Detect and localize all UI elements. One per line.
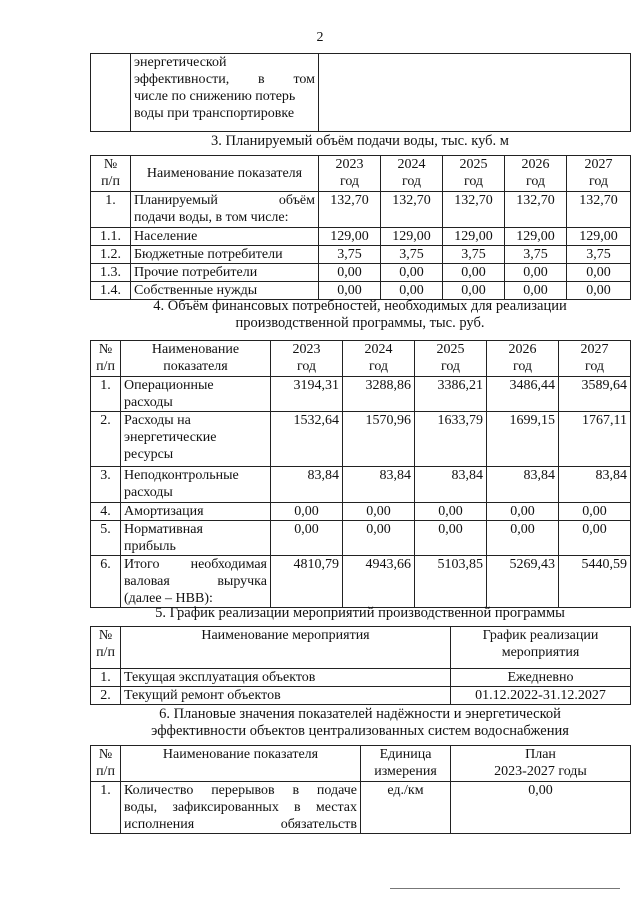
schedule-table [90,626,631,705]
row-value: 0,00 [381,264,443,282]
section-6-title: 6. Плановые значения показателей надёжности и энергетической эффективности объектов централизованных систем водоснабжения [151,706,569,739]
continuation-value-cell [319,54,631,132]
row-value: 3288,86 [343,377,415,412]
continuation-num-cell [91,54,131,132]
table-row [91,264,631,282]
row-plan: 0,00 [451,782,631,834]
row-schedule: 01.12.2022-31.12.2027 [451,687,631,705]
header-name: Наименование мероприятия [121,627,451,669]
row-num: 5. [91,521,121,556]
text-line: энергетической [134,55,227,70]
header-num: № п/п [91,156,131,192]
row-num: 1.4. [91,282,131,300]
row-value: 83,84 [343,467,415,503]
row-num: 4. [91,503,121,521]
header-year: 2026 год [505,156,567,192]
row-name: Население [131,228,319,246]
header-name: Наименование показателя [121,341,271,377]
row-value: 0,00 [319,282,381,300]
financial-needs-table [90,340,631,608]
table-row [91,412,631,467]
row-value: 129,00 [381,228,443,246]
continuation-table [90,53,631,132]
row-value: 1570,96 [343,412,415,467]
row-name: Бюджетные потребители [131,246,319,264]
row-value: 132,70 [319,192,381,228]
header-num: № п/п [91,627,121,669]
table-row [91,192,631,228]
header-name: Наименование показателя [131,156,319,192]
row-name: Планируемый объём подачи воды, в том числе: [131,192,319,228]
table-row [91,556,631,608]
row-value: 129,00 [319,228,381,246]
row-value: 1767,11 [559,412,631,467]
water-supply-table [90,155,631,300]
header-year: 2027 год [567,156,631,192]
table-header-row [91,341,631,377]
row-value: 3,75 [567,246,631,264]
row-num: 6. [91,556,121,608]
header-num: № п/п [91,341,121,377]
row-value: 5103,85 [415,556,487,608]
text-line: числе по снижению потерь [134,89,296,104]
table-row [91,669,631,687]
row-name: Текущий ремонт объектов [121,687,451,705]
section-3-title: 3. Планируемый объём подачи воды, тыс. куб. м [211,133,509,149]
header-unit: Единица измерения [361,746,451,782]
row-name: Нормативная прибыль [121,521,271,556]
row-value: 132,70 [443,192,505,228]
header-year: 2023 год [319,156,381,192]
row-name: Амортизация [121,503,271,521]
row-value: 0,00 [559,521,631,556]
row-value: 0,00 [415,503,487,521]
row-value: 4943,66 [343,556,415,608]
header-year: 2025 год [443,156,505,192]
page-number: 2 [316,30,324,45]
row-value: 129,00 [505,228,567,246]
row-value: 1532,64 [271,412,343,467]
row-name: Операционные расходы [121,377,271,412]
row-value: 129,00 [567,228,631,246]
row-value: 0,00 [443,264,505,282]
row-value: 3,75 [505,246,567,264]
row-num: 3. [91,467,121,503]
table-row [91,282,631,300]
header-schedule: График реализации мероприятия [451,627,631,669]
header-year: 2025 год [415,341,487,377]
row-value: 1699,15 [487,412,559,467]
row-value: 0,00 [567,282,631,300]
row-value: 0,00 [319,264,381,282]
row-num: 1. [91,782,121,834]
row-value: 132,70 [567,192,631,228]
table-row [91,782,631,834]
row-num: 2. [91,412,121,467]
table-row [91,687,631,705]
row-value: 0,00 [415,521,487,556]
header-year: 2023 год [271,341,343,377]
row-value: 0,00 [505,282,567,300]
row-num: 1.2. [91,246,131,264]
table-row [91,521,631,556]
row-value: 1633,79 [415,412,487,467]
row-num: 1. [91,192,131,228]
continuation-name-cell [131,54,319,132]
row-schedule: Ежедневно [451,669,631,687]
footer-rule [390,888,620,889]
row-value: 0,00 [505,264,567,282]
row-value: 132,70 [381,192,443,228]
row-value: 83,84 [559,467,631,503]
row-value: 3486,44 [487,377,559,412]
row-name: Расходы на энергетические ресурсы [121,412,271,467]
table-header-row [91,627,631,669]
table-row [91,467,631,503]
text-line: эффективности, в том [134,72,315,87]
row-num: 2. [91,687,121,705]
header-year: 2027 год [559,341,631,377]
row-name: Собственные нужды [131,282,319,300]
row-value: 3386,21 [415,377,487,412]
row-name: Неподконтрольные расходы [121,467,271,503]
row-value: 0,00 [559,503,631,521]
row-value: 83,84 [487,467,559,503]
table-row [91,503,631,521]
header-year: 2024 год [381,156,443,192]
row-value: 4810,79 [271,556,343,608]
header-year: 2026 год [487,341,559,377]
table-header-row [91,156,631,192]
row-value: 5440,59 [559,556,631,608]
row-num: 1.1. [91,228,131,246]
row-value: 0,00 [343,521,415,556]
row-value: 0,00 [487,521,559,556]
reliability-table [90,745,631,834]
row-value: 3,75 [381,246,443,264]
row-num: 1. [91,669,121,687]
row-num: 1.3. [91,264,131,282]
row-value: 129,00 [443,228,505,246]
row-value: 3,75 [443,246,505,264]
row-value: 0,00 [381,282,443,300]
row-value: 83,84 [271,467,343,503]
row-num: 1. [91,377,121,412]
row-unit: ед./км [361,782,451,834]
row-name: Количество перерывов в подаче воды, зафиксированных в местах исполнения обязательств [121,782,361,834]
row-value: 0,00 [487,503,559,521]
row-value: 0,00 [271,503,343,521]
row-value: 5269,43 [487,556,559,608]
table-row [91,377,631,412]
row-value: 3194,31 [271,377,343,412]
text-line: воды при транспортировке [134,106,295,121]
header-year: 2024 год [343,341,415,377]
row-value: 3589,64 [559,377,631,412]
row-value: 132,70 [505,192,567,228]
row-value: 0,00 [271,521,343,556]
header-name: Наименование показателя [121,746,361,782]
section-5-title: 5. График реализации мероприятий производственной программы [155,605,565,621]
header-num: № п/п [91,746,121,782]
table-row [91,246,631,264]
row-value: 83,84 [415,467,487,503]
table-header-row [91,746,631,782]
table-row [91,228,631,246]
row-value: 0,00 [567,264,631,282]
row-name: Итого необходимая валовая выручка (далее – НВВ): [121,556,271,608]
row-value: 0,00 [343,503,415,521]
row-value: 3,75 [319,246,381,264]
row-value: 0,00 [443,282,505,300]
row-name: Текущая эксплуатация объектов [121,669,451,687]
section-4-title: 4. Объём финансовых потребностей, необходимых для реализации производственной программы, тыс. руб. [153,298,567,331]
header-plan: План 2023-2027 годы [451,746,631,782]
row-name: Прочие потребители [131,264,319,282]
